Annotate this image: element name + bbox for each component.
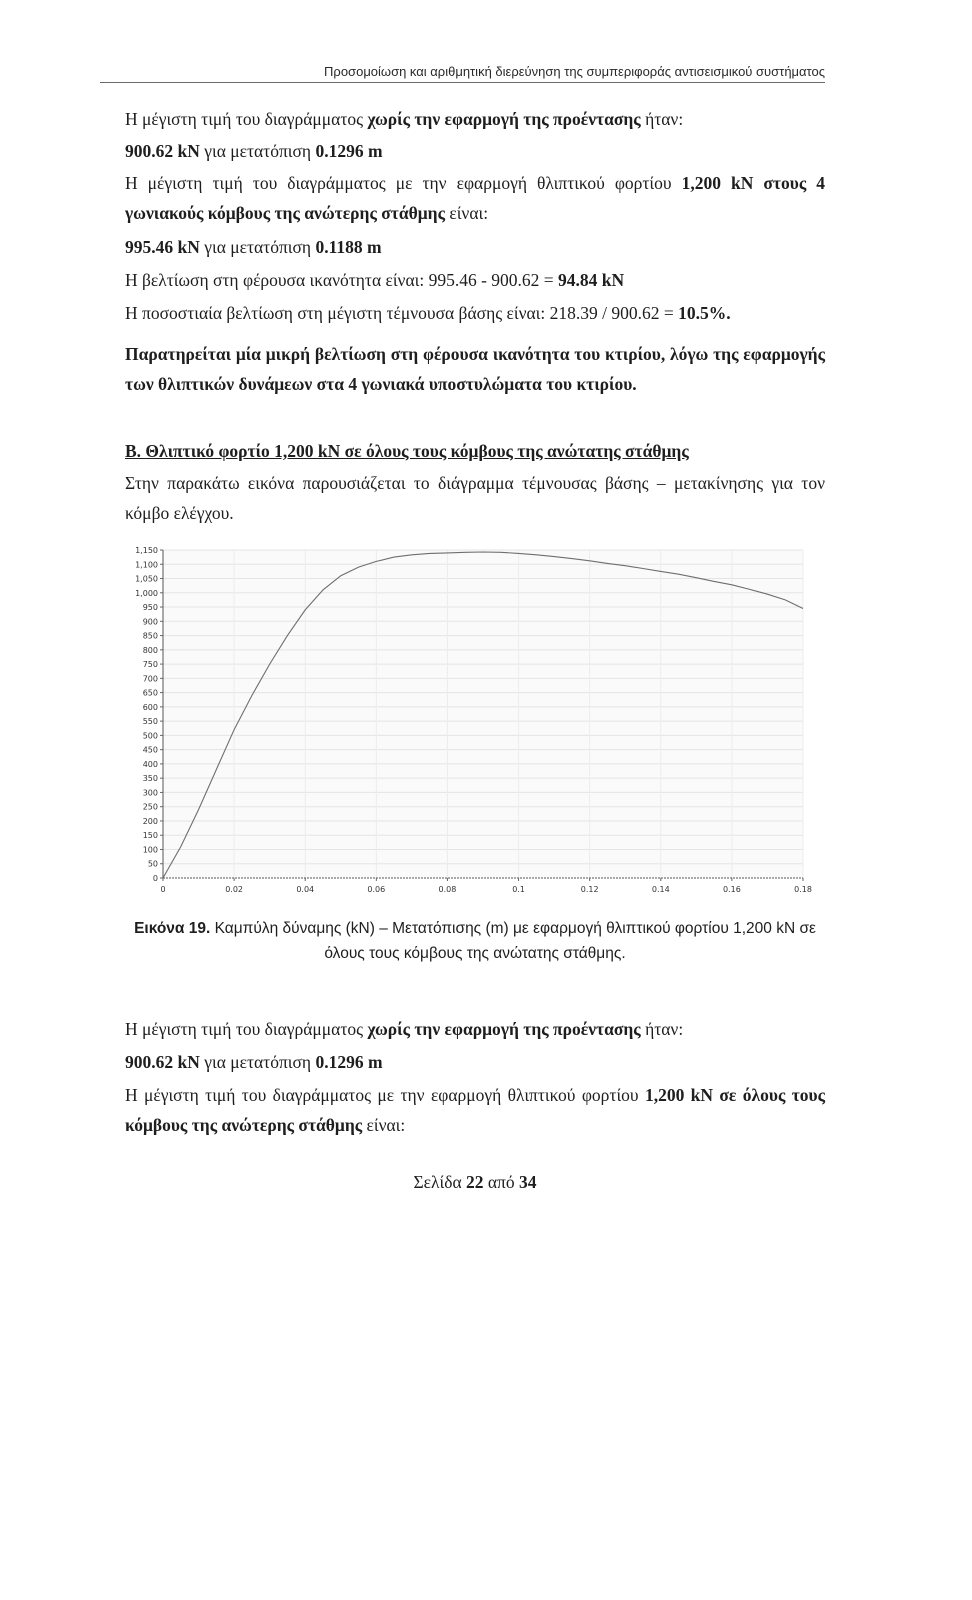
y-tick-label: 500 — [142, 731, 158, 741]
paragraph-max-without-prestress: Η μέγιστη τιμή του διαγράμματος χωρίς την εφαρμογή της προέντασης ήταν: — [125, 109, 684, 129]
y-tick-label: 700 — [142, 674, 158, 684]
y-tick-label: 1,000 — [135, 588, 158, 598]
y-tick-label: 200 — [142, 816, 158, 826]
page-number: 22 — [466, 1172, 484, 1192]
y-tick-label: 650 — [142, 688, 158, 698]
section-heading: Β. Θλιπτικό φορτίο 1,200 kN σε όλους τους κόμβους της ανώτατης στάθμης — [125, 441, 689, 461]
x-axis-ticks — [160, 878, 811, 894]
paragraph-percent-improvement: Η ποσοστιαία βελτίωση στη μέγιστη τέμνουσα βάσης είναι: 218.39 / 900.62 = 10.5%. — [125, 303, 731, 323]
paragraph-value-without-prestress-2: 900.62 kN για μετατόπιση 0.1296 m — [125, 1052, 383, 1072]
y-tick-label: 0 — [152, 874, 158, 883]
force-displacement-chart — [120, 545, 820, 905]
y-tick-label: 250 — [142, 802, 158, 812]
x-tick-label: 0.08 — [438, 885, 457, 894]
x-tick-label: 0 — [160, 885, 166, 894]
y-tick-label: 1,150 — [135, 546, 158, 555]
y-tick-label: 300 — [142, 788, 158, 798]
figure-label: Εικόνα 19. — [134, 920, 211, 937]
y-tick-label: 100 — [142, 845, 158, 855]
y-tick-label: 800 — [142, 645, 158, 655]
x-tick-label: 0.06 — [367, 885, 386, 894]
x-tick-label: 0.16 — [722, 885, 741, 894]
y-tick-label: 550 — [142, 717, 158, 727]
page-footer: Σελίδα 22 από 34 — [413, 1172, 537, 1192]
x-tick-label: 0.18 — [794, 885, 812, 894]
y-tick-label: 150 — [142, 831, 158, 841]
x-tick-label: 0.12 — [580, 885, 599, 894]
y-tick-label: 450 — [142, 745, 158, 755]
paragraph-max-with-all-nodes-load: Η μέγιστη τιμή του διαγράμματος με την εφαρμογή θλιπτικού φορτίου 1,200 kN σε όλους τους κόμβους της ανώτερης στάθμης είναι: — [125, 1085, 825, 1135]
y-tick-label: 400 — [142, 759, 158, 769]
paragraph-value-without-prestress: 900.62 kN για μετατόπιση 0.1296 m — [125, 141, 383, 161]
y-tick-label: 600 — [142, 702, 158, 712]
y-tick-label: 750 — [142, 660, 158, 670]
figure-caption-text: Καμπύλη δύναμης (kN) – Μετατόπισης (m) με εφαρμογή θλιπτικού φορτίου 1,200 kN σε όλους τους κόμβους της ανώτατης στάθμης. — [210, 920, 816, 962]
y-tick-label: 1,050 — [135, 574, 158, 584]
y-tick-label: 50 — [147, 859, 158, 869]
x-tick-label: 0.1 — [512, 885, 525, 894]
paragraph-observation: Παρατηρείται μία μικρή βελτίωση στη φέρουσα ικανότητα του κτιρίου, λόγω της εφαρμογής των θλιπτικών δυνάμεων στα 4 γωνιακά υποστυλώματα του κτιρίου. — [125, 344, 825, 394]
figure-caption — [125, 916, 825, 966]
plot-area — [163, 550, 803, 878]
x-tick-label: 0.04 — [296, 885, 315, 894]
y-tick-label: 350 — [142, 774, 158, 784]
paragraph-capacity-improvement: Η βελτίωση στη φέρουσα ικανότητα είναι: 995.46 - 900.62 = 94.84 kN — [125, 270, 625, 290]
running-header: Προσομοίωση και αριθμητική διερεύνηση της συμπεριφοράς αντισεισμικού συστήματος — [100, 64, 825, 83]
x-tick-label: 0.14 — [651, 885, 670, 894]
y-axis-ticks — [135, 546, 163, 883]
y-tick-label: 900 — [142, 617, 158, 627]
paragraph-max-without-prestress-2: Η μέγιστη τιμή του διαγράμματος χωρίς την εφαρμογή της προέντασης ήταν: — [125, 1019, 684, 1039]
section-intro: Στην παρακάτω εικόνα παρουσιάζεται το διάγραμμα τέμνουσας βάσης – μετακίνησης για τον κόμβο ελέγχου. — [125, 473, 825, 523]
page-total: 34 — [519, 1172, 537, 1192]
paragraph-value-with-corner-load: 995.46 kN για μετατόπιση 0.1188 m — [125, 237, 382, 257]
y-tick-label: 1,100 — [135, 560, 158, 570]
x-tick-label: 0.02 — [225, 885, 244, 894]
y-tick-label: 950 — [142, 603, 158, 613]
y-tick-label: 850 — [142, 631, 158, 641]
paragraph-max-with-corner-load: Η μέγιστη τιμή του διαγράμματος με την εφαρμογή θλιπτικού φορτίου 1,200 kN στους 4 γωνιακούς κόμβους της ανώτερης στάθμης είναι: — [125, 173, 825, 223]
